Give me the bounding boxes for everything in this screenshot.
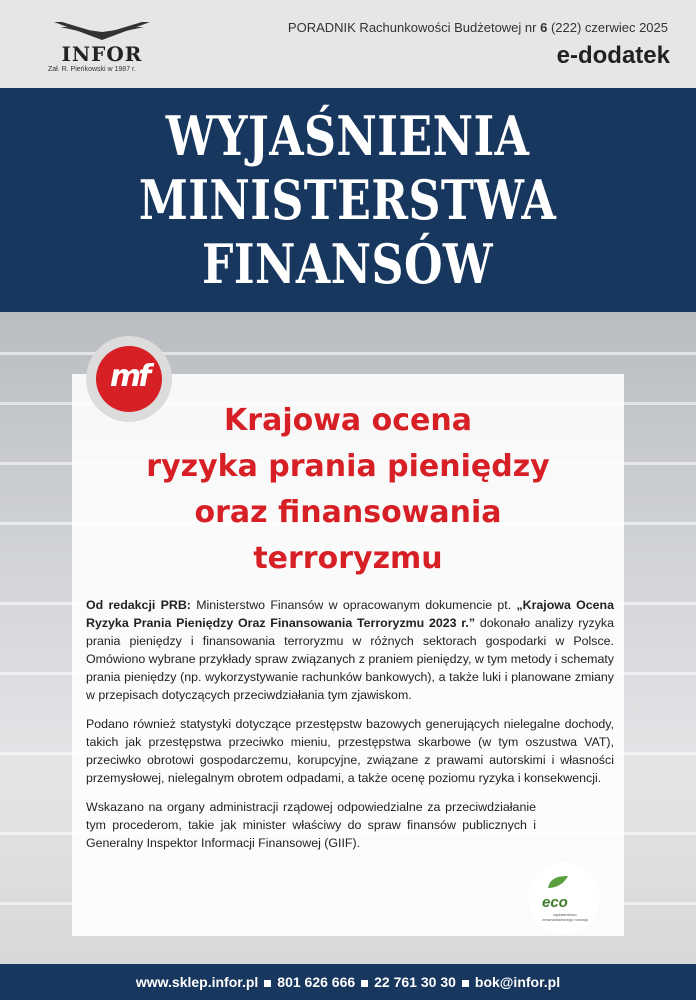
title-line-2: MINISTERSTWA [139, 168, 557, 232]
subtitle [80, 398, 616, 582]
title-line-3: FINANSÓW [202, 232, 494, 296]
main-title [139, 104, 556, 296]
p1-post: dokonało analizy ryzyka prania pieniędzy i finansowania terroryzmu w różnych sektorach gospodarki w Polsce. Omówiono wybrane przykłady spraw związanych z praniem pieniędzy, w tym metody i schematy prania pieniędzy (np. wykorzystywanie rachunków bankowych), a także luki i planowane zmiany w przepisach dotyczących przeciwdziałania tym zjawiskom. [86, 616, 614, 702]
footer-phone-1[interactable]: 801 626 666 [277, 974, 356, 990]
footer-email[interactable]: bok@infor.pl [474, 974, 561, 990]
separator-icon [462, 980, 469, 987]
p1-pre: Ministerstwo Finansów w opracowanym dokumencie pt. [190, 598, 517, 612]
body-text [86, 596, 614, 863]
issue-date: (222) czerwiec 2025 [547, 20, 668, 35]
eco-subtitle: wydawnictwo zrównoważonego rozwoju [541, 912, 589, 922]
separator-icon [361, 980, 368, 987]
issue-info [288, 20, 668, 35]
lead-label: Od redakcji PRB: [86, 598, 191, 612]
issue-prefix: PORADNIK Rachunkowości Budżetowej nr [287, 20, 541, 35]
title-line-1: WYJAŚNIENIA [166, 104, 530, 168]
eco-label: eco [542, 894, 568, 911]
footer-website[interactable]: www.sklep.infor.pl [135, 974, 259, 990]
header [0, 0, 696, 88]
leaf-icon [546, 874, 570, 890]
footer-phone-2[interactable]: 22 761 30 30 [374, 974, 456, 990]
subtitle-line-3: oraz finansowania [194, 495, 502, 530]
subtitle-line-4: terroryzmu [253, 541, 443, 576]
logo-subtitle: Zał. R. Pieńkowski w 1987 r. [48, 66, 136, 73]
wings-icon [52, 18, 152, 42]
subtitle-line-2: ryzyka prania pieniędzy [146, 449, 550, 484]
mf-logo-icon: mf [96, 346, 162, 412]
document-title: „Krajowa Ocena Ryzyka Prania Pieniędzy Oraz Finansowania Terroryzmu 2023 r.” [86, 598, 614, 630]
footer [0, 964, 696, 1000]
paragraph-2: Podano również statystyki dotyczące przestępstw bazowych generujących nielegalne dochody, takich jak przestępstwa przeciwko mieniu, przestępstwa skarbowe (w tym oszustwa VAT), przeciwko obrotowi gospodarczemu, korupcyjne, związane z prawami autorskimi i własności przemysłowej, nielegalnym obrotem odpadami, a także ocenę poziomu ryzyka i konsekwencji. [86, 717, 614, 785]
infor-logo [48, 16, 168, 80]
paragraph-3: Wskazano na organy administracji rządowej odpowiedzialne za przeciwdziałanie tym procederom, takie jak minister właściwy do spraw finansów publicznych i Generalny Inspektor Informacji Finansowej (GIIF). [86, 800, 536, 850]
paragraph-1 [86, 596, 614, 704]
issue-number: 6 [540, 20, 548, 35]
logo-text: INFOR [61, 42, 143, 66]
subtitle-line-1: Krajowa ocena [224, 403, 472, 438]
title-band [0, 88, 696, 312]
separator-icon [264, 980, 271, 987]
edodatek-label: e-dodatek [556, 42, 670, 69]
